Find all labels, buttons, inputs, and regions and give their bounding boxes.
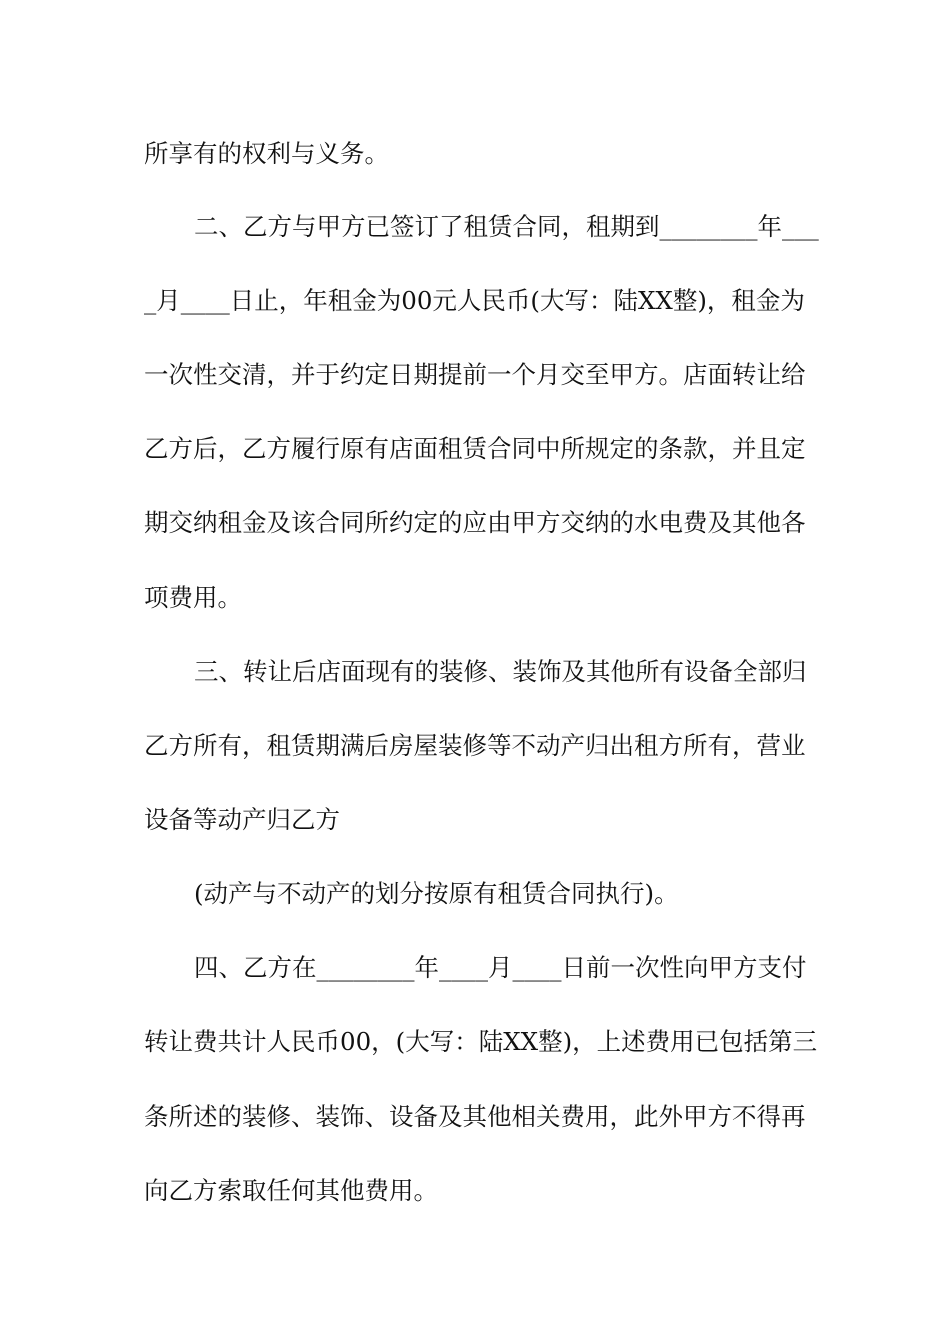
paragraph-2-line-5: 期交纳租金及该合同所约定的应由甲方交纳的水电费及其他各 [144, 508, 806, 537]
paragraph-2-line-3: 一次性交清，并于约定日期提前一个月交至甲方。店面转让给 [144, 360, 806, 389]
paragraph-5-line-3: 条所述的装修、装饰、设备及其他相关费用，此外甲方不得再 [144, 1102, 806, 1131]
paragraph-5-line-1: 四、乙方在________年____月____日前一次性向甲方支付 [194, 953, 807, 982]
paragraph-2-line-6: 项费用。 [144, 583, 242, 612]
paragraph-5-line-2: 转让费共计人民币00，(大写：陆XX整)，上述费用已包括第三 [144, 1027, 818, 1056]
paragraph-1-line-1: 所享有的权利与义务。 [144, 139, 389, 168]
paragraph-2-line-4: 乙方后，乙方履行原有店面租赁合同中所规定的条款，并且定 [144, 434, 806, 463]
paragraph-3-line-2: 乙方所有，租赁期满后房屋装修等不动产归出租方所有，营业 [144, 731, 806, 760]
paragraph-3-line-3: 设备等动产归乙方 [144, 805, 340, 834]
paragraph-3-line-1: 三、转让后店面现有的装修、装饰及其他所有设备全部归 [194, 657, 807, 686]
paragraph-2-line-1: 二、乙方与甲方已签订了租赁合同，租期到________年___ [194, 212, 819, 241]
paragraph-5-line-4: 向乙方索取任何其他费用。 [144, 1176, 438, 1205]
paragraph-2-line-2: _月____日止，年租金为00元人民币(大写：陆XX整)，租金为 [144, 286, 805, 315]
paragraph-4-line-1: (动产与不动产的划分按原有租赁合同执行)。 [194, 879, 679, 908]
